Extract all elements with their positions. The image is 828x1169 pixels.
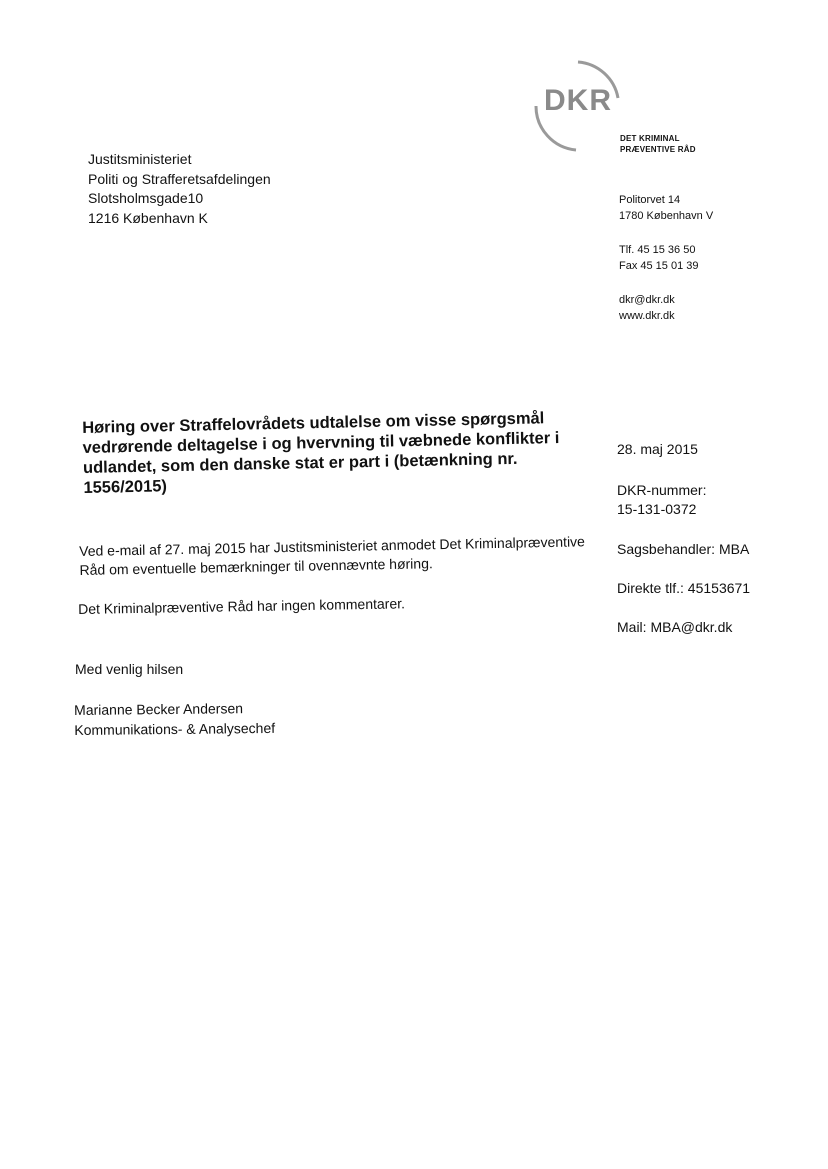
recipient-line: 1216 København K <box>88 209 208 226</box>
signatory-title: Kommunikations- & Analysechef <box>74 719 276 738</box>
dkr-logo-subtitle <box>620 133 696 155</box>
sender-city: 1780 København V <box>619 210 714 222</box>
sender-web: www.dkr.dk <box>619 310 675 322</box>
signatory-name: Marianne Becker Andersen <box>74 700 244 718</box>
sender-fax: Fax 45 15 01 39 <box>619 260 699 272</box>
contact-mail: Mail: MBA@dkr.dk <box>617 619 733 635</box>
sender-email: dkr@dkr.dk <box>619 294 675 306</box>
recipient-line: Slotsholmsgade10 <box>88 190 204 206</box>
logo-subtitle-line: PRÆVENTIVE RÅD <box>620 145 696 154</box>
direct-phone: Direkte tlf.: 45153671 <box>617 580 751 596</box>
body-paragraph: Det Kriminalpræventive Råd har ingen kommentarer. <box>78 595 406 617</box>
dkr-logo-mark: DKR <box>544 84 612 117</box>
recipient-line: Politi og Strafferetsafdelingen <box>88 170 271 187</box>
signature-block <box>74 698 275 740</box>
sender-street: Politorvet 14 <box>619 194 681 206</box>
letter-date: 28. maj 2015 <box>617 441 698 457</box>
body-paragraph: Ved e-mail af 27. maj 2015 har Justitsministeriet anmodet Det Kriminalpræventive Råd om eventuelle bemærkninger til ovennævnte høring. <box>79 533 586 578</box>
letter-subject: Høring over Straffelovrådets udtalelse om visse spørgsmål vedrørende deltagelse i og hvervning til væbnede konflikter i udlandet, som den danske stat er part i (betænkning nr. 1556/2015) <box>82 409 560 497</box>
dkr-number-label: DKR-nummer: <box>617 482 707 498</box>
sender-phone: Tlf. 45 15 36 50 <box>619 244 696 256</box>
recipient-line: Justitsministeriet <box>88 151 192 167</box>
recipient-address <box>88 150 271 228</box>
case-handler: Sagsbehandler: MBA <box>617 541 750 557</box>
closing-greeting: Med venlig hilsen <box>75 661 184 677</box>
logo-subtitle-line: DET KRIMINAL <box>620 134 680 143</box>
dkr-number: 15-131-0372 <box>617 501 697 517</box>
sender-address <box>619 192 713 324</box>
